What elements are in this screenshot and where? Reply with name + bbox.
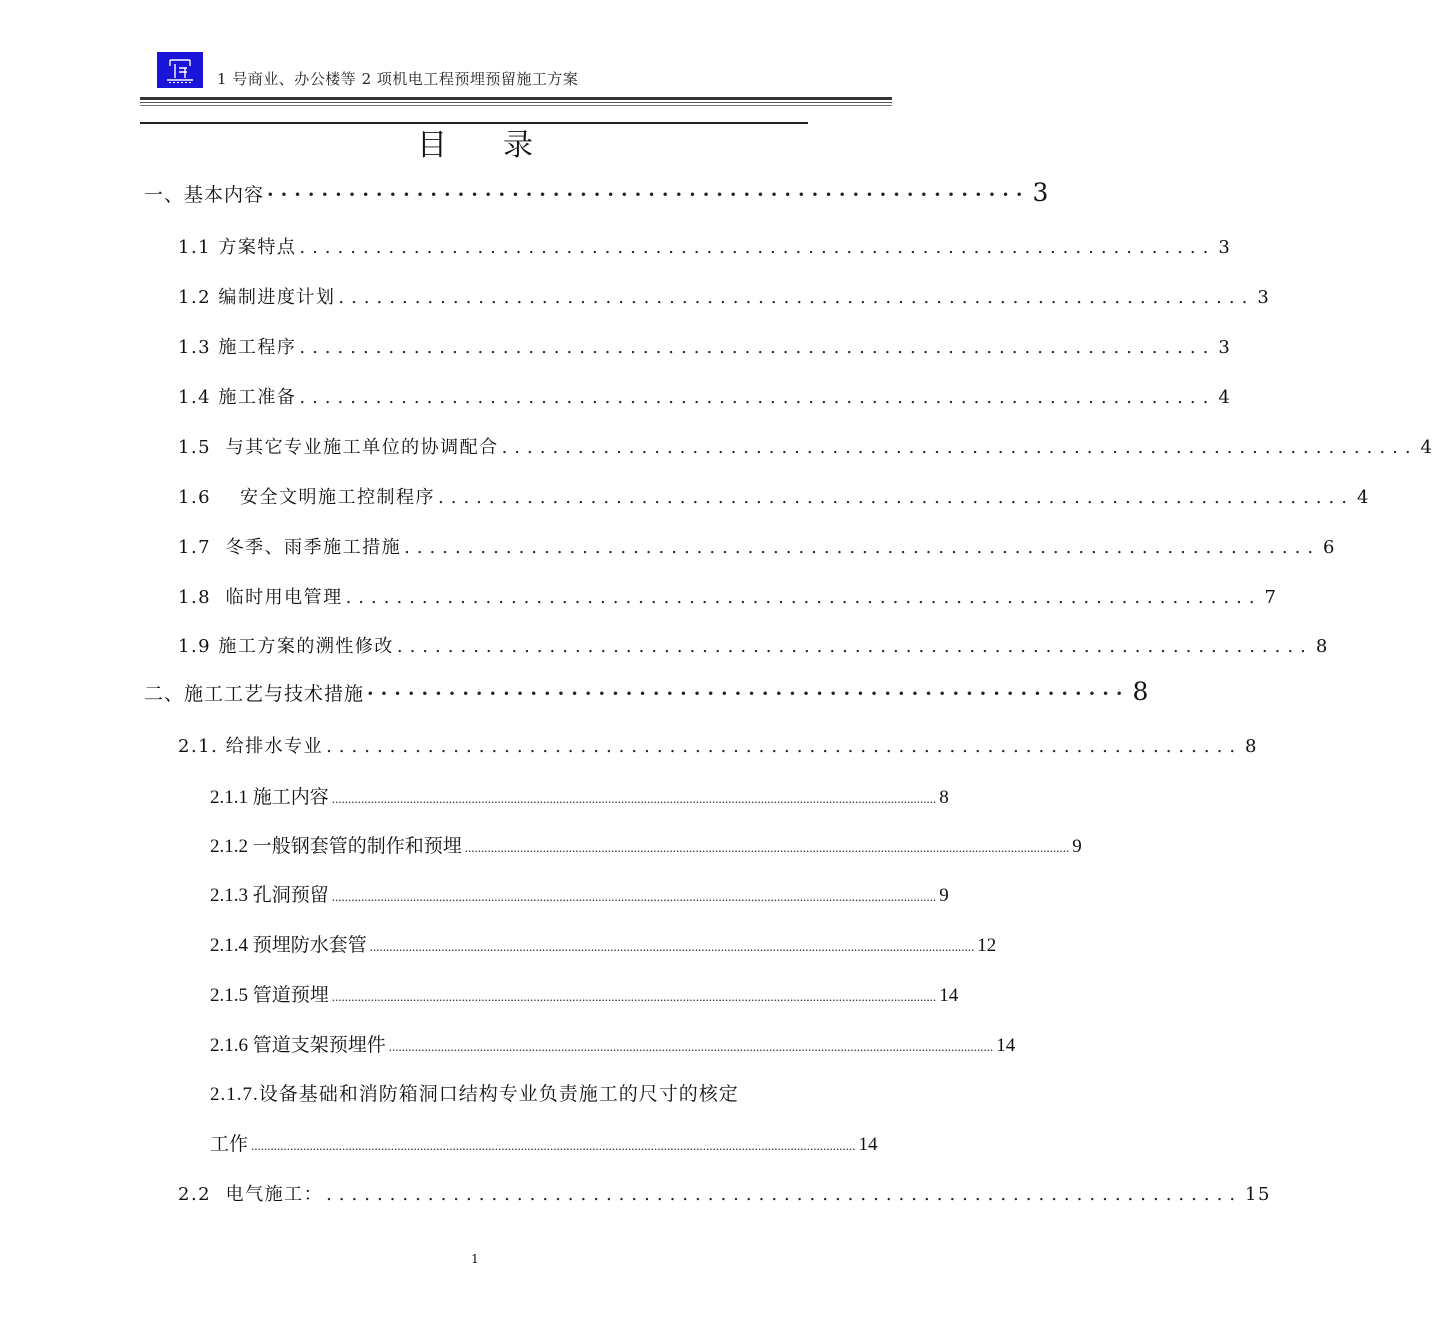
toc-title: 目录 (417, 128, 589, 163)
toc-entry-label: 2.1.3 孔洞预留 (210, 885, 329, 906)
toc-entry[interactable] (178, 1180, 1271, 1206)
toc-entry-page: 8 (1315, 636, 1329, 657)
toc-entry-page: 3 (1032, 178, 1049, 207)
toc-entry[interactable] (178, 483, 1370, 509)
toc-entry-label: 2.1.1 施工内容 (210, 787, 329, 808)
header-rule-thin-2 (140, 105, 892, 106)
toc-leader-dots: ························································ (267, 184, 1030, 206)
toc-entry-page: 4 (1356, 487, 1370, 508)
toc-entry[interactable] (210, 980, 959, 1007)
toc-leader-dots: ........................................................................ (438, 487, 1354, 508)
toc-entry-label: 2.1.2 一般钢套管的制作和预埋 (210, 836, 462, 857)
toc-entry-page: 4 (1218, 387, 1232, 408)
toc-entry[interactable] (210, 831, 1082, 858)
toc-entry-page: 9 (939, 885, 949, 906)
toc-entry-label: 二、施工工艺与技术措施 (144, 683, 365, 705)
toc-entry-label: 1.3 施工程序 (178, 337, 297, 358)
toc-entry-page: 3 (1218, 237, 1232, 258)
header-rule-thick (140, 97, 892, 100)
toc-entry-page: 15 (1245, 1184, 1271, 1205)
toc-entry[interactable] (210, 1030, 1016, 1057)
page-number: 1 (471, 1252, 479, 1266)
toc-entry-page: 7 (1264, 587, 1278, 608)
toc-leader-dots: .......................................................................................................................................................................................... (331, 889, 937, 904)
toc-entry-page: 14 (996, 1035, 1016, 1056)
toc-entry-page: 14 (939, 985, 959, 1006)
toc-entry-page: 3 (1257, 287, 1271, 308)
toc-entry-label: 1.5 与其它专业施工单位的协调配合 (178, 437, 499, 458)
toc-entry-label: 2.1.5 管道预埋 (210, 985, 329, 1006)
toc-entry-page: 6 (1323, 537, 1336, 558)
toc-entry-label: 2.1.6 管道支架预埋件 (210, 1035, 386, 1056)
toc-entry-label: 2.1. 给排水专业 (178, 736, 324, 757)
toc-entry[interactable] (178, 732, 1258, 758)
toc-entry[interactable] (210, 880, 949, 907)
toc-entry[interactable] (178, 233, 1232, 259)
toc-leader-dots: .......................................................................................................................................................................................... (251, 1138, 856, 1153)
toc-leader-dots: ........................................................................ (396, 636, 1313, 657)
toc-entry-label: 2.1.4 预埋防水套管 (210, 935, 367, 956)
toc-entry-page: 8 (939, 787, 949, 808)
toc-leader-dots: .......................................................................................................................................................................................... (369, 939, 975, 954)
toc-leader-dots: .......................................................................................................................................................................................... (331, 791, 937, 806)
toc-entry-page: 8 (1245, 736, 1258, 757)
company-logo (157, 52, 203, 88)
toc-leader-dots: ........................................................................ (326, 1184, 1243, 1205)
toc-entry-page: 14 (858, 1134, 878, 1155)
toc-leader-dots: ........................................................................ (338, 287, 1255, 308)
toc-entry[interactable] (178, 283, 1271, 309)
toc-entry-label: 一、基本内容 (144, 184, 265, 206)
toc-entry[interactable] (178, 583, 1278, 609)
toc-entry[interactable] (144, 178, 1049, 207)
toc-leader-dots: ........................................................................ (404, 537, 1321, 558)
toc-entry[interactable] (178, 333, 1232, 359)
toc-leader-dots: ........................................................................ (326, 736, 1243, 757)
toc-leader-dots: ························································ (367, 683, 1130, 705)
header-rule-thin (140, 102, 892, 103)
toc-entry-page: 8 (1132, 677, 1149, 706)
toc-leader-dots: .......................................................................................................................................................................................... (388, 1039, 994, 1054)
toc-leader-dots: .......................................................................................................................................................................................... (331, 989, 937, 1004)
toc-entry[interactable] (178, 383, 1232, 409)
toc-entry[interactable] (178, 533, 1336, 559)
toc-entry-label: 1.9 施工方案的溯性修改 (178, 636, 394, 657)
toc-entry[interactable] (210, 1129, 878, 1156)
toc-entry[interactable] (210, 930, 997, 957)
toc-entry-label[interactable]: 2.1.7.设备基础和消防箱洞口结构专业负责施工的尺寸的核定 (210, 1084, 739, 1105)
toc-entry-page: 12 (977, 935, 997, 956)
toc-leader-dots: ........................................................................ (345, 587, 1262, 608)
toc-entry[interactable] (178, 433, 1434, 459)
toc-entry-page: 3 (1218, 337, 1232, 358)
toc-entry-label: 1.4 施工准备 (178, 387, 297, 408)
toc-leader-dots: ........................................................................ (299, 387, 1216, 408)
toc-leader-dots: ........................................................................ (299, 337, 1216, 358)
toc-leader-dots: .......................................................................................................................................................................................... (464, 840, 1070, 855)
toc-entry[interactable] (210, 782, 949, 809)
toc-entry-page: 4 (1420, 437, 1434, 458)
toc-entry-label: 1.8 临时用电管理 (178, 587, 343, 608)
toc-entry-label: 1.7 冬季、雨季施工措施 (178, 537, 402, 558)
toc-leader-dots: ........................................................................ (299, 237, 1216, 258)
document-header-title: 1 号商业、办公楼等 2 项机电工程预埋预留施工方案 (217, 70, 579, 88)
toc-entry[interactable] (178, 632, 1329, 658)
toc-entry-label: 2.2 电气施工： (178, 1184, 324, 1205)
toc-entry-label: 1.6 安全文明施工控制程序 (178, 487, 436, 508)
toc-entry-label-continued: 工作 (210, 1134, 249, 1155)
toc-entry[interactable] (144, 677, 1149, 706)
toc-leader-dots: ........................................................................ (501, 437, 1418, 458)
toc-entry-label: 1.1 方案特点 (178, 237, 297, 258)
toc-entry-page: 9 (1072, 836, 1082, 857)
toc-entry-label: 1.2 编制进度计划 (178, 287, 336, 308)
